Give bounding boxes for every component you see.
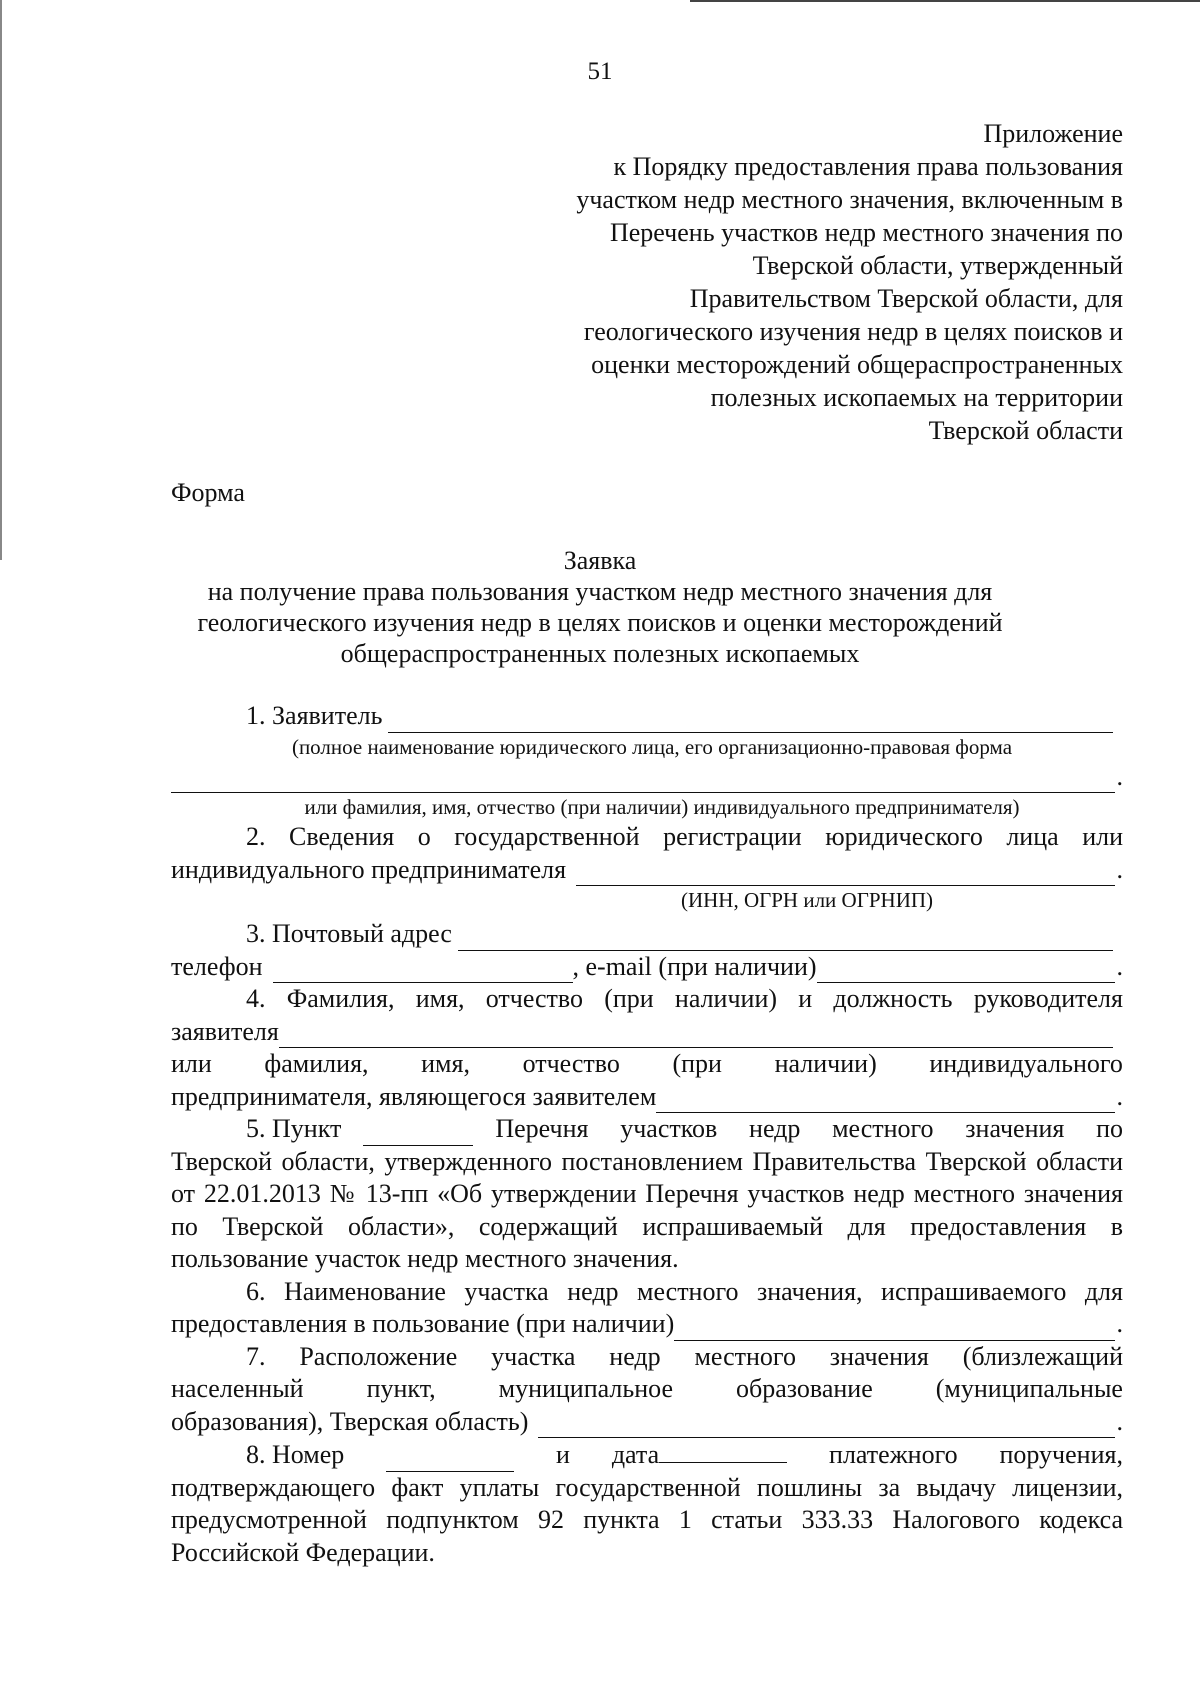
page-number: 51 bbox=[587, 58, 613, 85]
phone-field[interactable] bbox=[273, 958, 573, 983]
appendix-line: Тверской области bbox=[928, 416, 1123, 445]
applicant-name-field-2[interactable] bbox=[171, 768, 1115, 793]
registration-field[interactable] bbox=[576, 861, 1114, 886]
postal-address-field[interactable] bbox=[458, 926, 1113, 951]
item-2-line-1: 2. Сведения о государственной регистрации юридического лица или bbox=[246, 822, 1123, 851]
title-line: общераспространенных полезных ископаемых bbox=[340, 639, 860, 668]
item-2-hint: (ИНН, ОГРН или ОГРНИП) bbox=[680, 888, 934, 912]
title-line: геологического изучения недр в целях поисков и оценки месторождений bbox=[197, 608, 1003, 637]
item-6-line-2: предоставления в пользование (при наличии) . bbox=[171, 1308, 1123, 1341]
entrepreneur-field[interactable] bbox=[656, 1088, 1114, 1113]
item-8-line-1: 8. Номер и дата платежного поручения, bbox=[171, 1438, 1123, 1472]
item-3-contacts: телефон , e-mail (при наличии) . bbox=[171, 951, 1123, 984]
appendix-line: геологического изучения недр в целях поисков и bbox=[583, 317, 1123, 346]
item-7-line-2: населенный пункт, муниципальное образование (муниципальные bbox=[171, 1374, 1123, 1403]
email-field[interactable] bbox=[817, 958, 1115, 983]
item-3-label: 3. Почтовый адрес bbox=[246, 919, 452, 948]
item-1-hint-2: или фамилия, имя, отчество (при наличии) индивидуального предпринимателя) bbox=[304, 795, 1020, 819]
item-7-line-3: образования), Тверская область) . bbox=[171, 1406, 1123, 1439]
item-4-line-1: 4. Фамилия, имя, отчество (при наличии) и должность руководителя bbox=[246, 984, 1123, 1013]
application-title bbox=[150, 545, 1050, 669]
item-4-line-3: или фамилия, имя, отчество (при наличии) индивидуального bbox=[171, 1049, 1123, 1078]
item-8-label: 8. Номер bbox=[246, 1440, 345, 1469]
manager-field[interactable] bbox=[279, 1023, 1113, 1048]
applicant-name-field[interactable] bbox=[388, 708, 1113, 733]
payment-number-field[interactable] bbox=[386, 1447, 514, 1472]
appendix-line: полезных ископаемых на территории bbox=[710, 383, 1123, 412]
item-5-label: 5. Пункт bbox=[246, 1114, 342, 1143]
appendix-line: к Порядку предоставления права пользования bbox=[613, 152, 1123, 181]
item-1-applicant bbox=[171, 700, 1123, 733]
item-2-line-2: индивидуального предпринимателя . bbox=[171, 854, 1123, 887]
appendix-line: участком недр местного значения, включенным в bbox=[576, 185, 1123, 214]
location-field[interactable] bbox=[538, 1413, 1114, 1438]
item-1-label: 1. Заявитель bbox=[246, 701, 383, 730]
list-item-number-field[interactable] bbox=[363, 1121, 473, 1146]
appendix-line: Тверской области, утвержденный bbox=[752, 251, 1123, 280]
item-5-text: Тверской области, утвержденного постановлением Правительства Тверской области от 22.01.2013 № 13-пп «Об утверждении Перечня участков недр местного значения по Тверской области», содержащий испрашиваемый для предоставления в пользование участок недр местного значения. bbox=[171, 1146, 1123, 1273]
scan-edge-top bbox=[690, 0, 1200, 2]
title-line: на получение права пользования участком недр местного значения для bbox=[207, 577, 993, 606]
item-1-line-2: . bbox=[171, 761, 1123, 794]
item-7-line-1: 7. Расположение участка недр местного значения (близлежащий bbox=[246, 1341, 1123, 1371]
plot-name-field[interactable] bbox=[674, 1316, 1114, 1341]
form-body bbox=[171, 700, 1123, 1569]
item-1-hint-1: (полное наименование юридического лица, его организационно-правовая форма bbox=[291, 734, 1013, 759]
title-heading: Заявка bbox=[563, 546, 637, 575]
form-label: Форма bbox=[171, 478, 245, 507]
appendix-header bbox=[483, 117, 1123, 447]
item-3-address bbox=[171, 918, 1123, 951]
item-4-line-2: заявителя bbox=[171, 1016, 1123, 1049]
item-6-line-1: 6. Наименование участка недр местного значения, испрашиваемого для bbox=[246, 1276, 1123, 1306]
appendix-line: Правительством Тверской области, для bbox=[689, 284, 1123, 313]
item-4-line-4: предпринимателя, являющегося заявителем . bbox=[171, 1081, 1123, 1114]
payment-date-field[interactable] bbox=[659, 1438, 787, 1463]
item-5-line-1: 5. Пункт Перечня участков недр местного значения по bbox=[171, 1113, 1123, 1146]
appendix-line: оценки месторождений общераспространенных bbox=[591, 350, 1123, 379]
appendix-line: Приложение bbox=[983, 119, 1123, 148]
appendix-line: Перечень участков недр местного значения по bbox=[609, 218, 1123, 247]
item-8-text: подтверждающего факт уплаты государственной пошлины за выдачу лицензии, предусмотренной подпунктом 92 пункта 1 статьи 333.33 Налогового кодекса Российской Федерации. bbox=[171, 1472, 1123, 1567]
